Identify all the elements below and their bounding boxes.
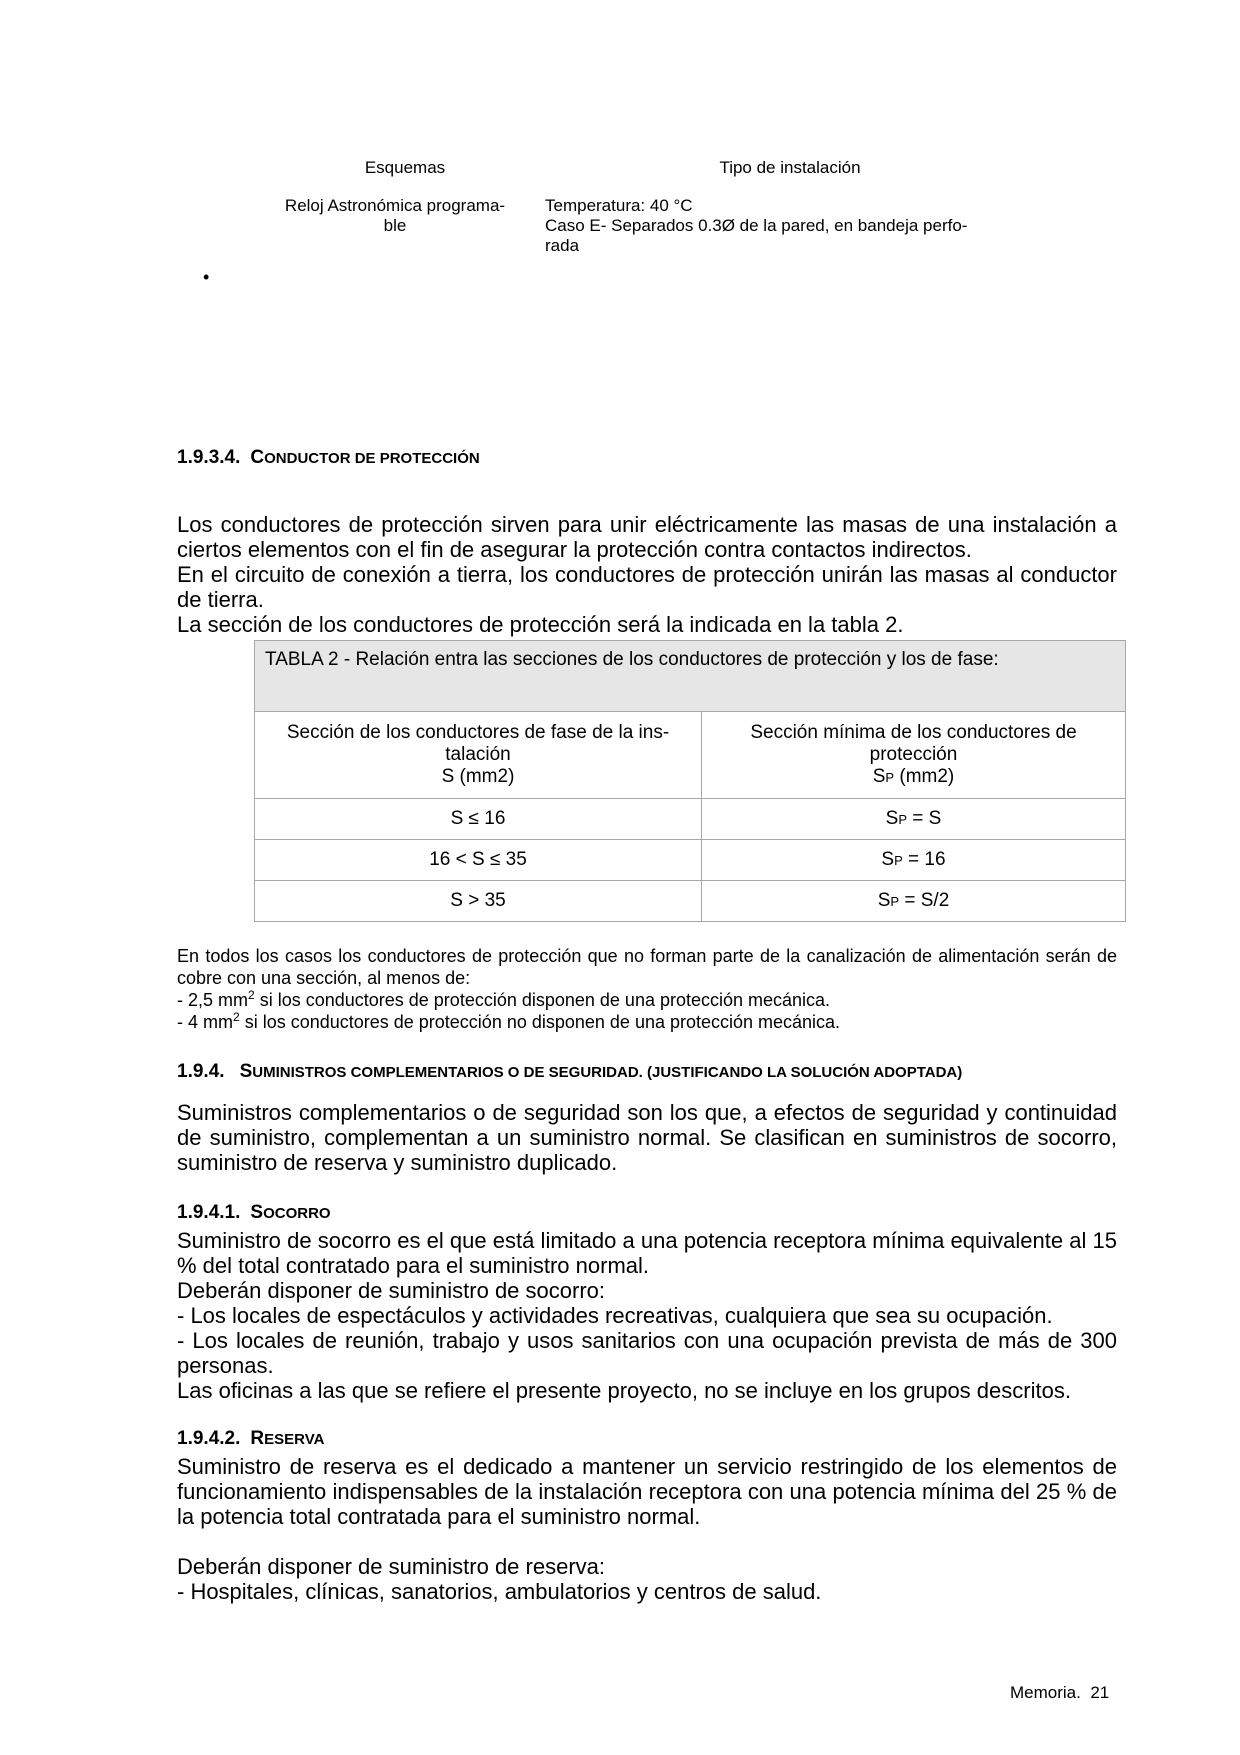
heading-rest: ONDUCTOR DE PROTECCIÓN <box>264 450 480 467</box>
section-1942-body <box>177 1454 1117 1604</box>
paragraph: En el circuito de conexión a tierra, los conductores de protección unirán las masas al conductor de tierra. <box>177 562 1117 612</box>
subscript: P <box>898 812 908 827</box>
section-number: 1.9.3.4. <box>177 447 241 468</box>
header-line: S (mm2) <box>441 766 515 787</box>
section-heading-1942 <box>177 1428 324 1450</box>
section-194-body: Suministros complementarios o de seguridad son los que, a efectos de seguridad y continuidad de suministro, complementan a un suministro normal. Se clasifican en suministros de socorro, suministro de reserva y suministro duplicado. <box>177 1100 1117 1175</box>
left-cell-line: Reloj Astronómica programa- <box>284 196 506 215</box>
top-table-header-tipo: Tipo de instalación <box>719 158 861 177</box>
table-caption: TABLA 2 - Relación entra las secciones de los conductores de protección y los de fase: <box>255 641 1126 712</box>
header-line: Sección mínima de los conductores de <box>750 721 1077 743</box>
paragraph: Deberán disponer de suministro de reserva: <box>177 1554 606 1579</box>
header-line: talación <box>445 744 511 765</box>
paragraph: - Los locales de espectáculos y actividades recreativas, cualquiera que sea su ocupación. <box>177 1303 1053 1328</box>
section-heading-1934 <box>177 447 480 469</box>
note-item: - 2,5 $mm^2$ si los conductores de protección disponen de una protección mecánica. <box>177 988 831 1010</box>
symbol: S <box>872 765 886 787</box>
section-1934-body <box>177 512 1117 637</box>
cell-sp <box>702 799 1126 840</box>
paragraph: Los conductores de protección sirven para unir eléctricamente las masas de una instalación a ciertos elementos con el fin de asegurar la protección contra contactos indirectos. <box>177 512 1117 562</box>
top-table-left-cell <box>270 196 520 236</box>
table-2 <box>254 640 1126 922</box>
header-line: Sección de los conductores de fase de la ins- <box>286 722 670 743</box>
heading-initial: S <box>239 1061 253 1082</box>
cell-sp <box>702 881 1126 922</box>
paragraph: Deberán disponer de suministro de socorro: <box>177 1278 606 1303</box>
cell-s: S ≤ 16 <box>255 799 702 840</box>
cell-sp <box>702 840 1126 881</box>
note-block <box>177 945 1117 1033</box>
symbol: S <box>881 849 895 870</box>
section-heading-194 <box>177 1060 1117 1084</box>
bullet-icon: • <box>203 267 210 287</box>
cell-s: S > 35 <box>255 881 702 922</box>
heading-initial: S <box>250 1202 264 1223</box>
top-table-right-cell <box>545 196 1025 256</box>
note-intro: En todos los casos los conductores de protección que no forman parte de la canalización de alimentación serán de cobre con una sección, al menos de: <box>177 946 1117 988</box>
note-item: - 4 $mm^2$ si los conductores de protección no disponen de una protección mecánica. <box>177 1010 841 1032</box>
heading-initial: R <box>250 1428 265 1449</box>
paragraph: Suministro de socorro es el que está limitado a una potencia receptora mínima equivalente al 15 % del total contratado para el suministro normal. <box>177 1228 1117 1278</box>
subscript: P <box>885 769 895 785</box>
footer-label: Memoria. <box>1010 1683 1081 1702</box>
section-number: 1.9.4.2. <box>177 1428 241 1449</box>
left-cell-line: ble <box>383 216 407 235</box>
page-number: 21 <box>1090 1683 1110 1702</box>
paragraph: Las oficinas a las que se refiere el presente proyecto, no se incluye en los grupos descritos. <box>177 1378 1071 1403</box>
heading-initial: C <box>250 447 265 468</box>
right-cell-line: Temperatura: 40 °C <box>545 196 693 215</box>
right-cell-line: rada <box>545 236 580 255</box>
table-row <box>255 840 1126 881</box>
section-number: 1.9.4.1. <box>177 1202 241 1223</box>
table-row <box>255 799 1126 840</box>
heading-rest: OCORRO <box>263 1205 331 1222</box>
unit: (mm2) <box>894 765 955 787</box>
symbol: S <box>877 890 891 911</box>
subscript: P <box>890 894 900 909</box>
value: = 16 <box>902 849 946 870</box>
paragraph: La sección de los conductores de protección será la indicada en la tabla 2. <box>177 612 904 637</box>
value: = S/2 <box>899 890 950 911</box>
subscript: P <box>894 853 903 868</box>
top-table-header-esquemas: Esquemas <box>364 158 446 177</box>
header-line: protección <box>869 743 958 765</box>
paragraph: - Hospitales, clínicas, sanatorios, ambulatorios y centros de salud. <box>177 1579 822 1604</box>
header-line <box>702 766 1125 789</box>
paragraph: - Los locales de reunión, trabajo y usos sanitarios con una ocupación prevista de más de 300 personas. <box>177 1328 1117 1378</box>
table-header-proteccion <box>702 712 1126 799</box>
section-heading-1941 <box>177 1202 331 1224</box>
value: = S <box>907 808 942 829</box>
paragraph: Suministro de reserva es el dedicado a mantener un servicio restringido de los elementos de funcionamiento indispensables de la instalación receptora con una potencia mínima del 25 % de la potencia total contratada para el suministro normal. <box>177 1454 1117 1529</box>
section-number: 1.9.4. <box>177 1061 225 1082</box>
heading-rest: ESERVA <box>264 1431 325 1448</box>
table-row <box>255 881 1126 922</box>
section-1941-body <box>177 1228 1117 1403</box>
page-footer <box>1010 1683 1109 1703</box>
cell-s: 16 < S ≤ 35 <box>255 840 702 881</box>
table-header-fase <box>255 712 702 799</box>
symbol: S <box>885 808 899 829</box>
heading-rest: UMINISTROS COMPLEMENTARIOS O DE SEGURIDAD. (JUSTIFICANDO LA SOLUCIÓN ADOPTADA) <box>252 1064 963 1081</box>
right-cell-line: Caso E- Separados 0.3Ø de la pared, en bandeja perfo- <box>545 216 968 235</box>
